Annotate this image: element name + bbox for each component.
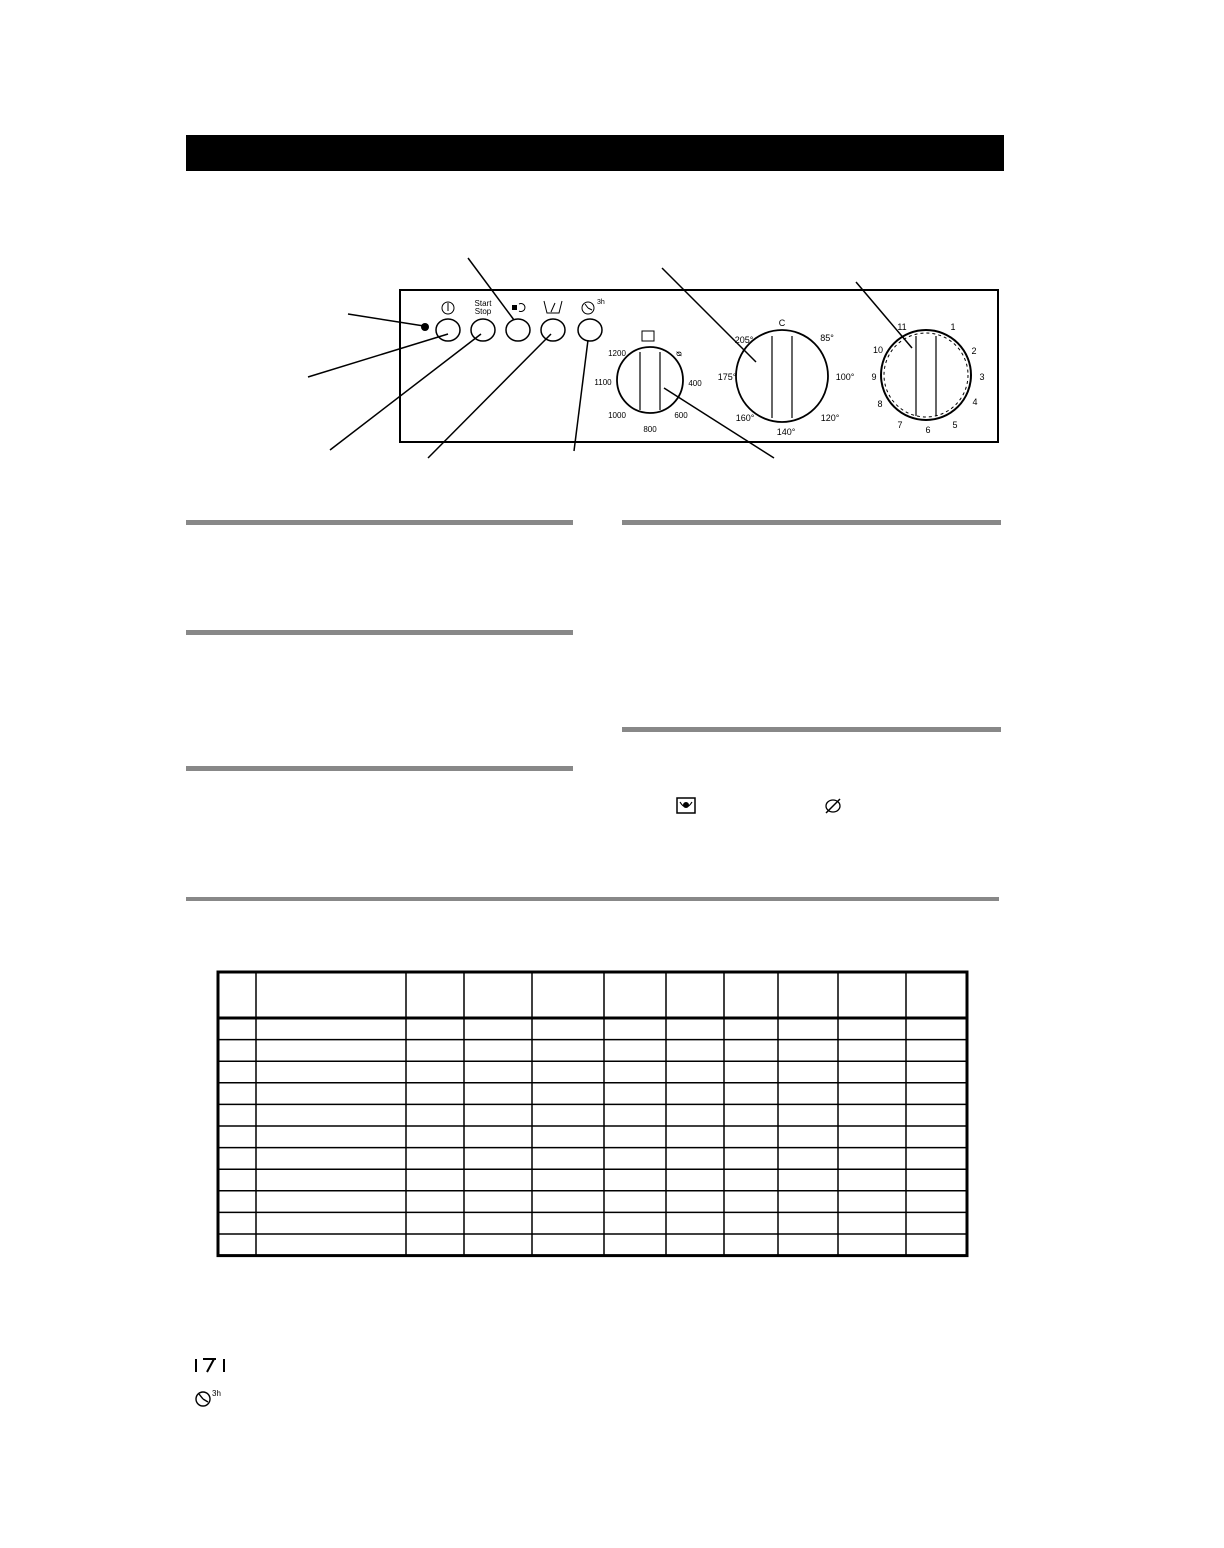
- temp-label-160: 160°: [735, 413, 755, 423]
- program-label-8: 8: [877, 399, 883, 409]
- spin-label-800: 800: [643, 425, 657, 434]
- temp-label-175: 175°: [717, 372, 737, 382]
- temp-label-120: 120°: [820, 413, 840, 423]
- temp-label-c: C: [778, 318, 786, 328]
- section-rule: [186, 766, 573, 771]
- spin-label-1200: 1200: [608, 349, 626, 358]
- rinse-hold-icon: [676, 797, 696, 814]
- section-rule: [186, 520, 573, 525]
- program-label-6: 6: [925, 425, 931, 435]
- start-stop-label: Start: [474, 299, 492, 308]
- control-panel-diagram: [0, 0, 1224, 470]
- light-icon: [512, 305, 517, 310]
- spin-label-1100: 1100: [594, 378, 612, 387]
- section-rule: [622, 727, 1001, 732]
- program-label-3: 3: [979, 372, 985, 382]
- temp-label-205: 205°: [734, 335, 754, 345]
- program-label-5: 5: [952, 420, 958, 430]
- temp-label-85: 85°: [820, 333, 834, 343]
- temp-label-100: 100°: [835, 372, 855, 382]
- spin-label-600: 600: [674, 411, 688, 420]
- svg-text:3h: 3h: [597, 299, 605, 306]
- svg-text:3h: 3h: [212, 1389, 221, 1398]
- dry-level-icon: [194, 1356, 230, 1374]
- section-rule: [186, 630, 573, 635]
- delay-timer-icon: [194, 1388, 230, 1408]
- program-label-9: 9: [871, 372, 877, 382]
- power-indicator-light: [421, 323, 429, 331]
- spin-label-400: 400: [688, 379, 702, 388]
- section-rule: [622, 520, 1001, 525]
- temp-label-140: 140°: [776, 427, 796, 437]
- section-rule: [186, 897, 999, 901]
- no-spin-icon: ᴓ: [676, 348, 682, 358]
- program-table: [216, 970, 972, 1260]
- svg-text:Stop: Stop: [474, 307, 492, 316]
- program-label-11: 11: [897, 322, 907, 332]
- program-label-4: 4: [972, 397, 978, 407]
- program-label-1: 1: [950, 322, 956, 332]
- no-spin-icon: [824, 798, 842, 814]
- program-label-2: 2: [971, 346, 977, 356]
- spin-label-1000: 1000: [608, 411, 626, 420]
- program-label-7: 7: [897, 420, 903, 430]
- program-label-10: 10: [872, 345, 884, 355]
